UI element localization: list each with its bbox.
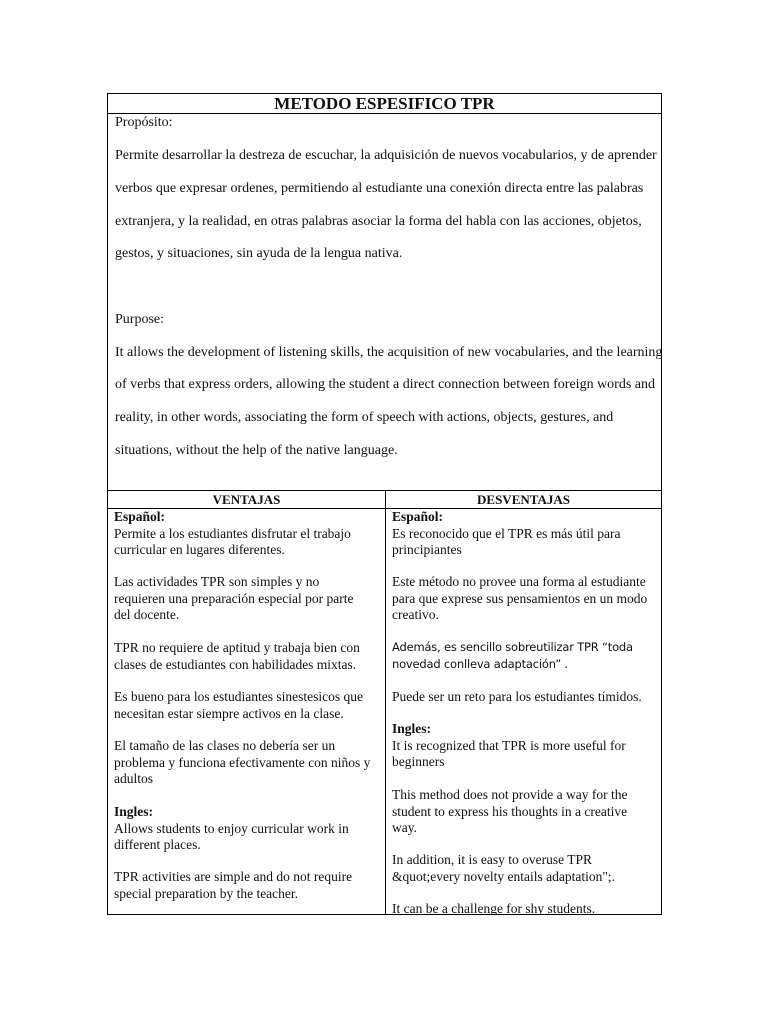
advantage-item: TPR no requiere de aptitud y trabaja bien con clases de estudiantes con habilidades mixtas. [114, 640, 360, 672]
advantage-item: Permite a los estudiantes disfrutar el trabajo curricular en lugares diferentes. [114, 525, 351, 557]
disadvantage-item: Este método no provee una forma al estudiante para que exprese sus pensamientos en un modo creativo. [392, 574, 648, 622]
tpr-method-table [107, 93, 662, 915]
advantage-item: Las actividades TPR son simples y no requieren una preparación especial por parte del docente. [114, 574, 354, 622]
disadvantages-column [386, 509, 661, 915]
disadvantages-en-heading: Ingles: [392, 721, 432, 736]
disadvantage-item: In addition, it is easy to overuse TPR &quot;every novelty entails adaptation";. [392, 852, 615, 884]
advantage-item: Es bueno para los estudiantes sinestesicos que necesitan estar siempre activos en la clase. [114, 689, 363, 721]
disadvantage-item: This method does not provide a way for the student to express his thoughts in a creative way. [392, 787, 628, 835]
purpose-en-line: It allows the development of listening skills, the acquisition of new vocabularies, and the learning [115, 345, 663, 360]
purpose-en-label: Purpose: [115, 312, 164, 327]
document-title: METODO ESPESIFICO TPR [108, 94, 661, 114]
advantages-en-heading: Ingles: [114, 804, 154, 819]
disadvantages-es-heading: Español: [392, 509, 444, 524]
disadvantage-item: It can be a challenge for shy students. [392, 901, 596, 915]
purpose-es-line: extranjera, y la realidad, en otras palabras asociar la forma del habla con las acciones, objetos, [115, 214, 642, 229]
purpose-es-line: Permite desarrollar la destreza de escuchar, la adquisición de nuevos vocabularios, y de aprender [115, 148, 657, 163]
purpose-es-label: Propósito: [115, 115, 173, 130]
disadvantage-item: It is recognized that TPR is more useful for beginners [392, 737, 626, 769]
advantage-item: El tamaño de las clases no debería ser un problema y funciona efectivamente con niños y adultos [114, 738, 371, 786]
disadvantages-header: DESVENTAJAS [477, 492, 570, 507]
advantages-header: VENTAJAS [212, 492, 281, 507]
purpose-es-line: verbos que expresar ordenes, permitiendo al estudiante una conexión directa entre las palabras [115, 181, 644, 196]
disadvantages-en-block [392, 721, 658, 771]
purpose-es-line: gestos, y situaciones, sin ayuda de la lengua nativa. [115, 246, 403, 261]
purpose-section [108, 113, 661, 491]
purpose-en-line: of verbs that express orders, allowing the student a direct connection between foreign words and [115, 377, 655, 392]
advantage-item: TPR activities are simple and do not require special preparation by the teacher. [114, 869, 353, 901]
purpose-en-line: reality, in other words, associating the form of speech with actions, objects, gestures, and [115, 410, 614, 425]
disadvantage-item: Puede ser un reto para los estudiantes tímidos. [392, 689, 642, 704]
disadvantages-es-block [392, 509, 652, 559]
advantage-item: Allows students to enjoy curricular work in different places. [114, 820, 349, 852]
advantages-es-block [114, 509, 380, 559]
advantages-es-heading: Español: [114, 509, 166, 524]
disadvantage-item: Además, es sencillo sobreutilizar TPR “toda novedad conlleva adaptación” . [392, 640, 633, 671]
disadvantage-item: Es reconocido que el TPR es más útil para principiantes [392, 525, 621, 557]
advantages-column [108, 509, 385, 915]
purpose-en-line: situations, without the help of the native language. [115, 443, 398, 458]
advantages-en-block [114, 804, 380, 854]
